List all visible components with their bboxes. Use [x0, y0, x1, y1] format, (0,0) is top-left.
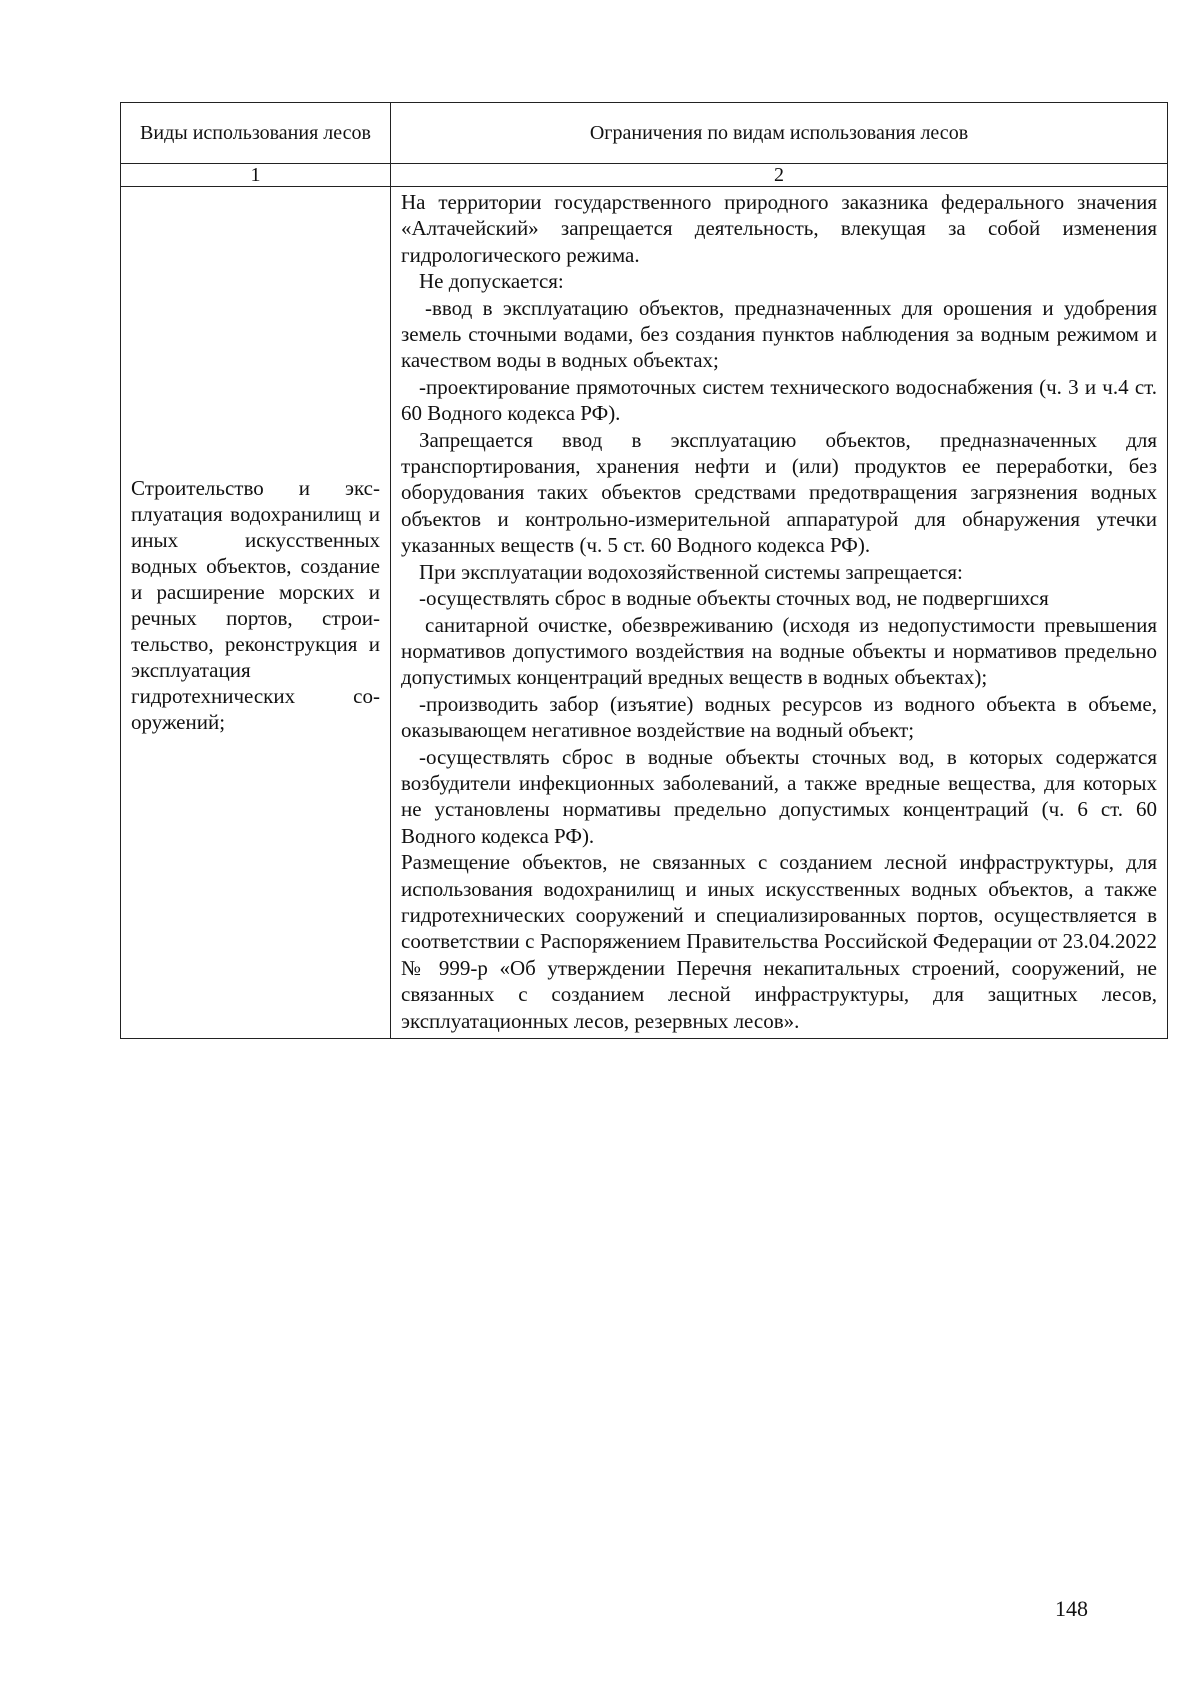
page-number: 148: [1055, 1596, 1088, 1621]
restriction-paragraph: -осуществлять сброс в водные объекты сточных вод, в которых содержатся возбудители инфекционных заболеваний, а также вредные вещества, для которых не установлены нормативы предельно допустимых концентраций (ч. 6 ст. 60 Водного кодекса РФ).: [401, 744, 1157, 848]
column-number-1: 1: [121, 164, 391, 187]
table-column-numbers-row: [121, 164, 1168, 187]
table-row: [121, 187, 1168, 1039]
table-header-row: [121, 103, 1168, 164]
restriction-paragraph: Запрещается ввод в эксплуатацию объектов, предназначенных для транспортирования, хранения нефти и (или) продуктов ее переработки, без оборудования таких объектов средствами предотвращения загрязнения водных объектов и контрольно-измерительной аппаратурой для обнаружения утечки указанных веществ (ч. 5 ст. 60 Водного кодекса РФ).: [401, 427, 1157, 558]
restriction-paragraph: -осуществлять сброс в водные объекты сточных вод, не подвергшихся: [419, 586, 1049, 611]
restriction-paragraph: -производить забор (изъятие) водных ресурсов из водного объекта в объеме, оказывающем негативное воздействие на водный объект;: [401, 691, 1157, 743]
restrictions-table: [120, 102, 1167, 1039]
restriction-paragraph: Размещение объектов, не связанных с созданием лесной инфраструктуры, для использования водохранилищ и иных искусственных водных объектов, а также гидротехнических сооружений и специализированных портов, осуществляется в соответствии с Распоряжением Правительства Российской Федерации от 23.04.2022 № 999-р «Об утверждении Перечня некапитальных строений, сооружений, не связанных с созданием лесной инфраструктуры, для защитных лесов, эксплуатационных лесов, резервных лесов».: [401, 850, 1157, 1033]
restriction-paragraph: На территории государственного природного заказника федерального значения «Алтачейский» запрещается деятельность, влекущая за собой изменения гидрологического режима.: [401, 190, 1157, 267]
header-cell-use-types: Виды использования лесов: [121, 103, 391, 164]
restrictions-cell: [391, 187, 1168, 1039]
restriction-paragraph: При эксплуатации водохозяйственной системы запрещается:: [419, 559, 963, 584]
header-cell-restrictions: Ограничения по видам использования лесов: [391, 103, 1168, 164]
use-type-text: Строительство и эксплуатация водохранилищ и иных искусственных водных объектов, создание и расширение морских и речных портов, строительство, реконструкция и эксплуатация гидротехнических сооружений;: [131, 476, 380, 734]
restrictions-table-grid: [120, 102, 1168, 1039]
column-number-2: 2: [391, 164, 1168, 187]
use-type-cell: [121, 187, 391, 1039]
restriction-paragraph: санитарной очистке, обезвреживанию (исходя из недопустимости превышения нормативов допустимого воздействия на водные объекты и нормативов предельно допустимых концентраций вредных веществ в водных объектах);: [401, 612, 1157, 690]
restriction-paragraph: -ввод в эксплуатацию объектов, предназначенных для орошения и удобрения земель сточными водами, без создания пунктов наблюдения за водным режимом и качеством воды в водных объектах;: [401, 295, 1157, 373]
restriction-paragraph: -проектирование прямоточных систем технического водоснабжения (ч. 3 и ч.4 ст. 60 Водного кодекса РФ).: [401, 374, 1157, 426]
restriction-paragraph: Не допускается:: [419, 269, 564, 294]
